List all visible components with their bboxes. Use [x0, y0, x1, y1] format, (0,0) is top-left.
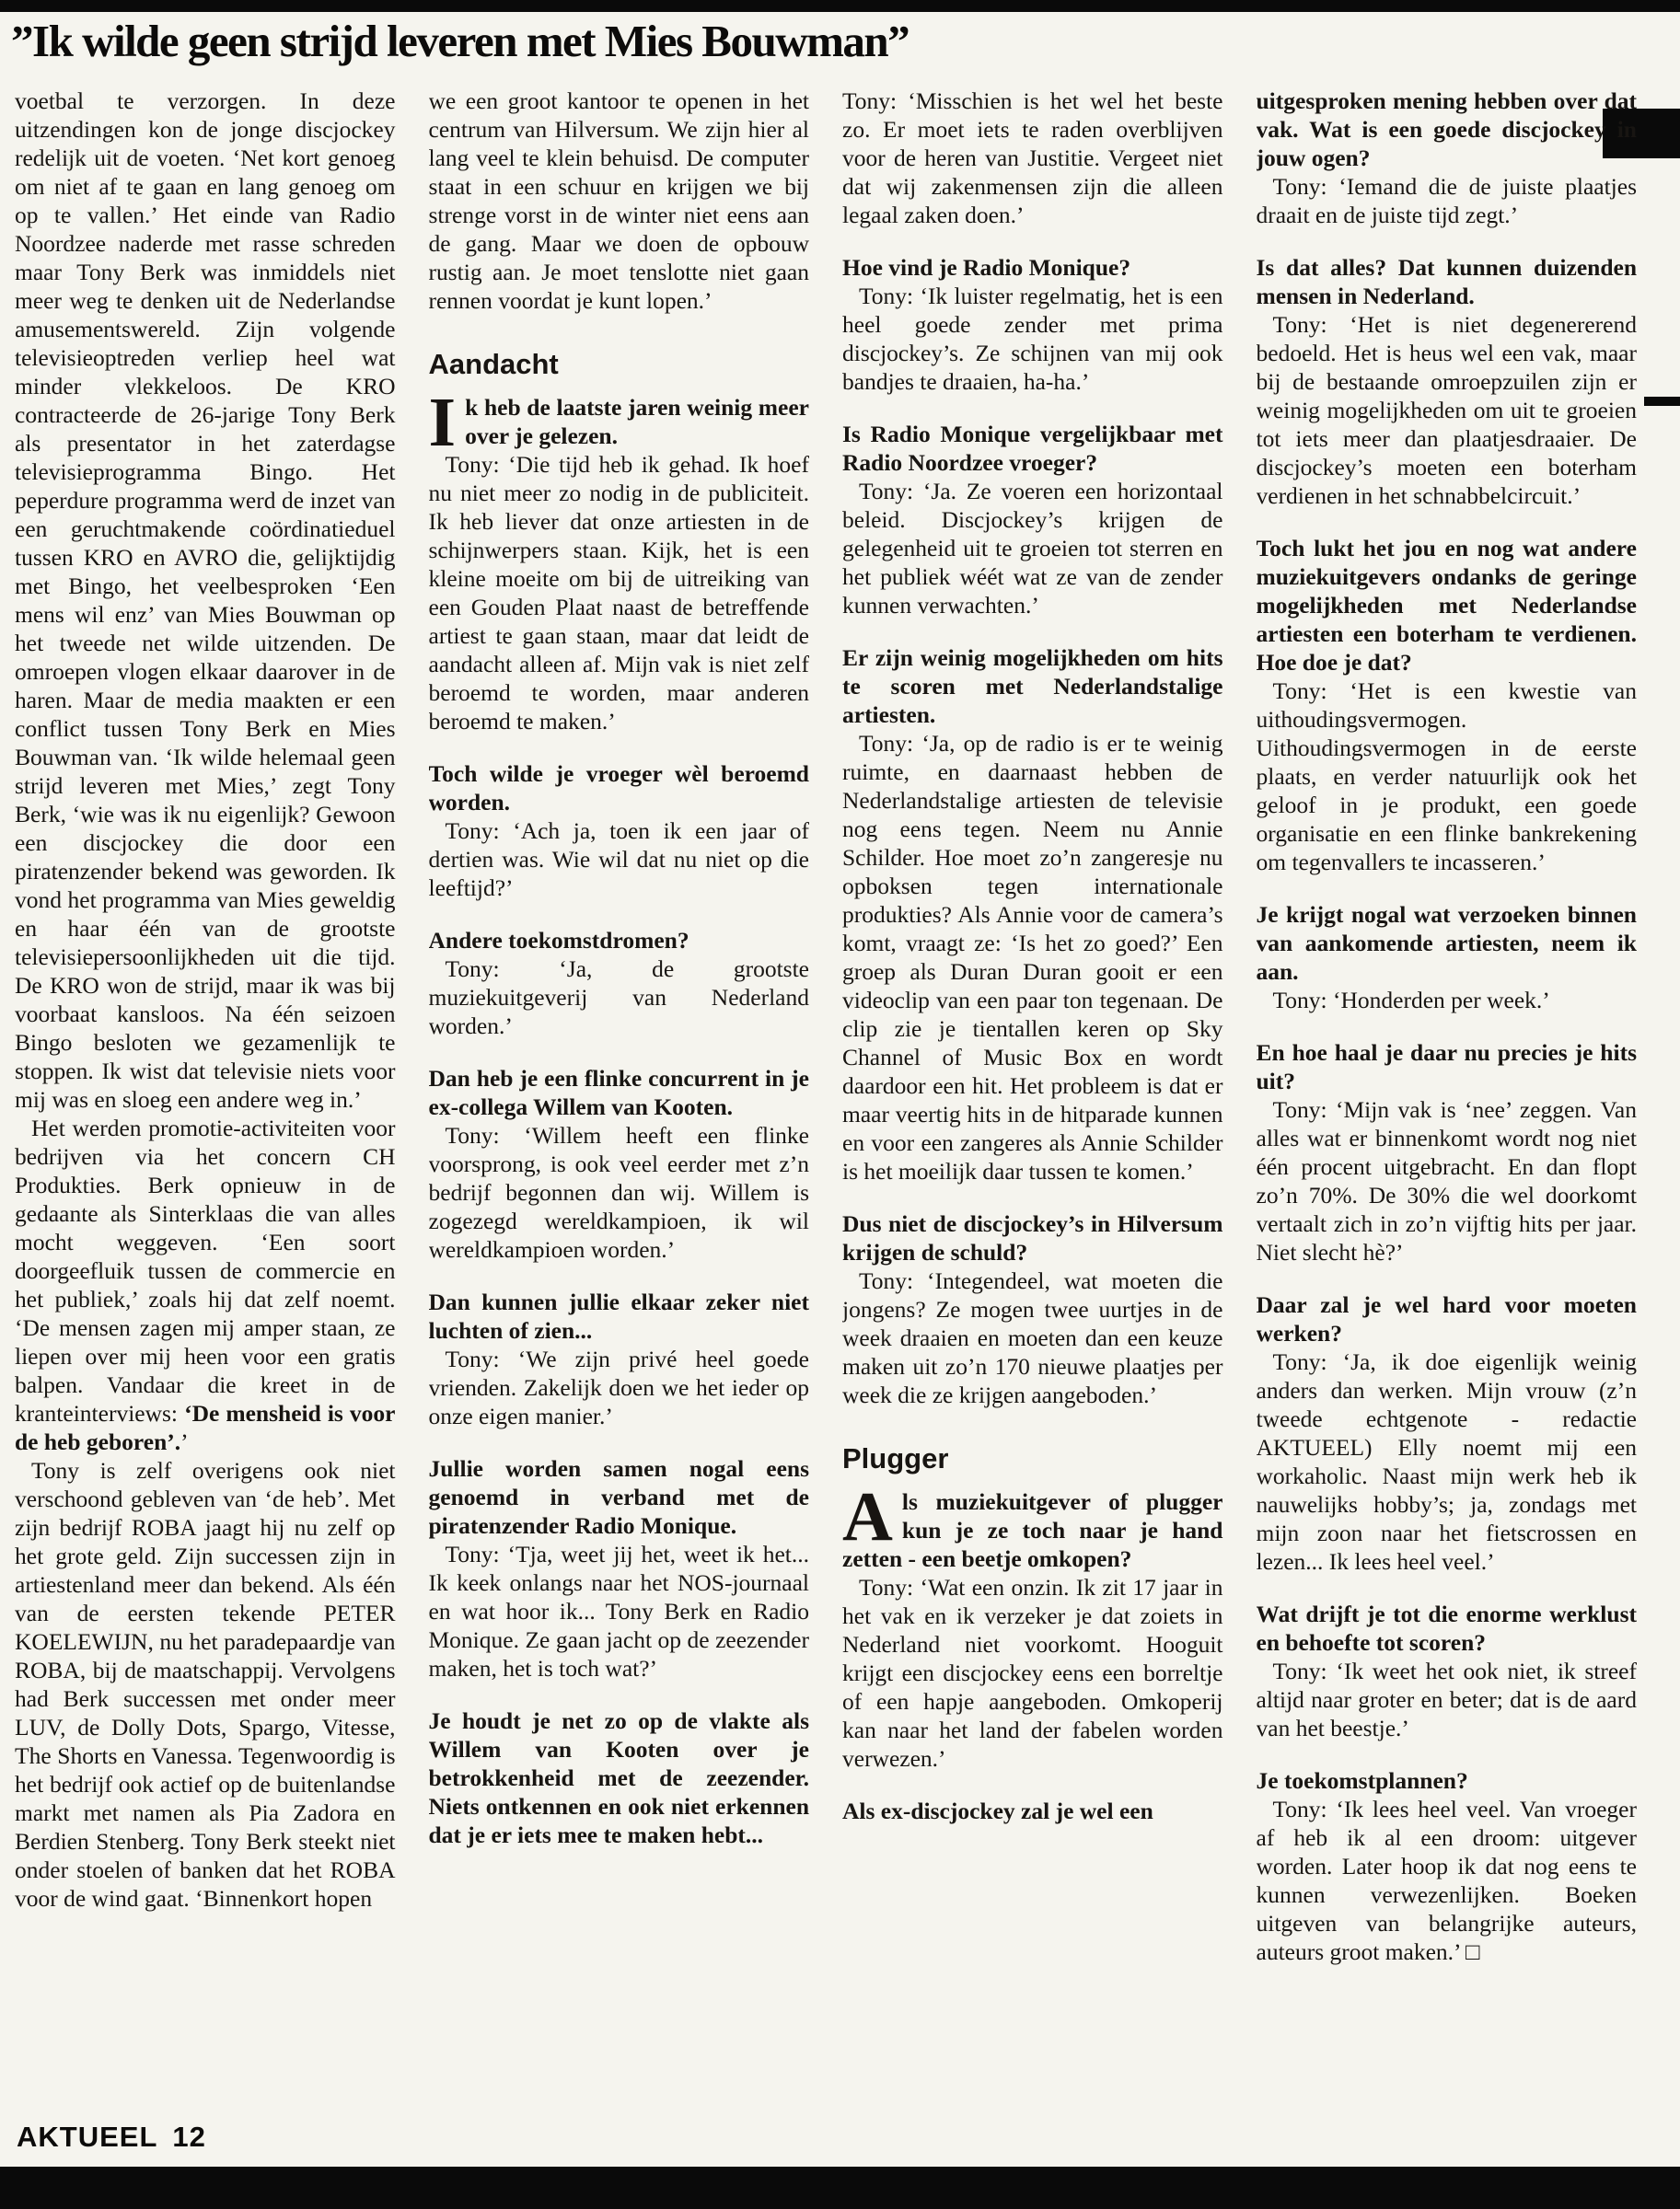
article-paragraph: [15, 1114, 396, 1456]
top-edge-bar: [0, 0, 1680, 12]
interview-question: uitgesproken mening hebben over dat vak. Wat is een goede discjockey in jouw ogen?: [1256, 87, 1637, 171]
interview-question: En hoe haal je daar nu precies je hits uit?: [1256, 1039, 1637, 1094]
interview-answer: Tony: ‘Het is niet degenererend bedoeld. Het is heus wel een vak, maar bij de bestaande omroepzuilen zijn er weinig mogelijkheden om uit te groeien tot iets meer dan plaatjesdraaier. De discjockey’s moeten een boterham verdienen in het schnabbelcircuit.’: [1256, 311, 1637, 509]
interview-answer: Tony: ‘Tja, weet jij het, weet ik het... Ik keek onlangs naar het NOS-journaal en wat hoor ik... Tony Berk en Radio Monique. Ze gaan jacht op de zeezender maken, het is toch wat?’: [428, 1541, 809, 1682]
interview-question: Toch wilde je vroeger wèl beroemd worden.: [428, 760, 809, 815]
article-headline: ”Ik wilde geen strijd leveren met Mies Bouwman”: [11, 16, 910, 66]
interview-answer: Tony: ‘Mijn vak is ‘nee’ zeggen. Van alles wat er binnenkomt wordt nog niet één procent uitgebracht. En dan flopt zo’n 70%. De 30% die wel doorkomt vertaalt zich in zo’n vijftig hits per jaar. Niet slecht hè?’: [1256, 1096, 1637, 1266]
interview-question: Hoe vind je Radio Monique?: [842, 254, 1131, 281]
interview-answer: Tony: ‘Iemand die de juiste plaatjes draait en de juiste tijd zegt.’: [1256, 173, 1637, 228]
interview-question: Jullie worden samen nogal eens genoemd in verband met de piratenzender Radio Monique.: [428, 1455, 809, 1539]
section-heading-plugger: Plugger: [842, 1442, 949, 1475]
magazine-title: AKTUEEL: [17, 2121, 158, 2153]
page-footer: [17, 2121, 206, 2154]
interview-question: Is dat alles? Dat kunnen duizenden mensen in Nederland.: [1256, 254, 1637, 309]
article-column-1: [15, 87, 396, 2128]
interview-answer: Tony: ‘Honderden per week.’: [1272, 987, 1550, 1013]
interview-question: Dan kunnen jullie elkaar zeker niet luchten of zien...: [428, 1289, 809, 1344]
article-paragraph: Tony is zelf overigens ook niet verschoond gebleven van ‘de heb’. Met zijn bedrijf ROBA jaagt hij nu zelf op het grote geld. Zijn successen zijn in artiestenland meer dan bekend. Als één van de eersten tekende PETER KOELEWIJN, nu het paradepaardje van ROBA, bij de maatschappij. Vervolgens had Berk successen met onder meer LUV, de Dolly Dots, Spargo, Vitesse, The Shorts en Vanessa. Tegenwoordig is het bedrijf ook actief op de buitenlandse markt met namen als Pia Zadora en Berdien Stenberg. Tony Berk steekt niet onder stoelen of banken dat het ROBA voor de wind gaat. ‘Binnenkort hopen: [15, 1457, 396, 1912]
interview-answer: Tony: ‘Integendeel, wat moeten die jongens? Ze mogen twee uurtjes in de week draaien en moeten dan een keuze maken uit zo’n 170 nieuwe plaatjes per week die ze krijgen aangeboden.’: [842, 1267, 1223, 1408]
interview-answer: Tony: ‘We zijn privé heel goede vrienden. Zakelijk doen we het ieder op onze eigen manier.’: [428, 1346, 809, 1429]
interview-question: Andere toekomstdromen?: [428, 927, 689, 954]
article-column-4: [1257, 87, 1638, 2128]
bold-phrase: ‘De mensheid is voor de heb geboren’.: [15, 1400, 396, 1455]
interview-question: Er zijn weinig mogelijkheden om hits te scoren met Nederlandstalige artiesten.: [842, 644, 1223, 728]
text-run: ’: [180, 1428, 189, 1455]
interview-question: Je houdt je net zo op de vlakte als Willem van Kooten over je betrokkenheid met de zeezender. Niets ontkennen en ook niet erkennen dat je er iets mee te maken hebt...: [428, 1707, 809, 1848]
interview-question: Je krijgt nogal wat verzoeken binnen van aankomende artiesten, neem ik aan.: [1256, 901, 1637, 985]
interview-question: Ik heb de laatste jaren weinig meer over je gelezen.: [428, 384, 809, 461]
article-body: [15, 87, 1637, 2128]
interview-question: Je toekomstplannen?: [1256, 1767, 1468, 1794]
interview-question: Als ex-discjockey zal je wel een: [842, 1798, 1153, 1824]
interview-answer: Tony: ‘Ik luister regelmatig, het is een heel goede zender met prima discjockey’s. Ze schijnen van mij ook bandjes te draaien, ha-ha.’: [842, 283, 1223, 395]
interview-question: Als muziekuitgever of plugger kun je ze toch naar je hand zetten - een beetje omkopen?: [842, 1478, 1223, 1572]
interview-question: Toch lukt het jou en nog wat andere muziekuitgevers ondanks de geringe mogelijkheden met Nederlandse artiesten een boterham te verdienen. Hoe doe je dat?: [1256, 535, 1637, 676]
interview-question: Wat drijft je tot die enorme werklust en behoefte tot scoren?: [1256, 1601, 1637, 1656]
interview-question: Daar zal je wel hard voor moeten werken?: [1256, 1291, 1637, 1347]
interview-question: Dus niet de discjockey’s in Hilversum krijgen de schuld?: [842, 1210, 1223, 1266]
interview-question: Is Radio Monique vergelijkbaar met Radio Noordzee vroeger?: [842, 421, 1223, 476]
interview-answer: Tony: ‘Ach ja, toen ik een jaar of dertien was. Wie wil dat nu niet op die leeftijd?’: [428, 817, 809, 901]
article-paragraph: voetbal te verzorgen. In deze uitzendingen kon de jonge discjockey redelijk uit de voeten. ‘Net kort genoeg om niet af te gaan en lang genoeg om op te vallen.’ Het einde van Radio Noordzee naderde met rasse schreden maar Tony Berk was inmiddels niet meer weg te denken uit de Nederlandse amusementswereld. Zijn volgende televisieoptreden verliep heel wat minder vlekkeloos. De KRO contracteerde de 26-jarige Tony Berk als presentator in het zaterdagse televisieprogramma Bingo. Het peperdure programma werd de inzet van een geruchtmakende coördinatieduel tussen KRO en AVRO die, gelijktijdig met Bingo, het veelbesproken ‘Een mens wil enz’ van Mies Bouwman op het tweede net wilde uitzenden. De omroepen vlogen elkaar daarover in de haren. Maar de media maakten er een conflict tussen Tony Berk en Mies Bouwman van. ‘Ik wilde helemaal geen strijd leveren met Mies,’ zegt Tony Berk, ‘wie was ik nu eigenlijk? Gewoon een discjockey die door een piratenzender bekend was geworden. Ik vond het programma van Mies geweldig en haar één van de grootste televisiepersoonlijkheden uit die tijd. De KRO won de strijd, maar ik was bij voorbaat kansloos. Na één seizoen Bingo besloten we gezamenlijk te stoppen. Ik wist dat televisie niets voor mij was en sloeg een andere weg in.’: [15, 87, 396, 1113]
interview-answer: Tony: ‘Ja, ik doe eigenlijk weinig anders dan werken. Mijn vrouw (z’n tweede echtgenote - redactie AKTUEEL) Elly noemt mij een workaholic. Naast mijn werk heb ik nauwelijks hobby’s; ja, zondags met mijn zoon naar het fietscrossen en lezen... Ik lees heel veel.’: [1256, 1348, 1637, 1575]
interview-answer: Tony: ‘Ik weet het ook niet, ik streef altijd naar groter en beter; dat is de aard van het beestje.’: [1256, 1658, 1637, 1741]
article-column-2: [429, 87, 810, 2128]
interview-answer: Tony: ‘Ja, de grootste muziekuitgeverij van Nederland worden.’: [428, 955, 809, 1039]
bottom-edge-bar: [0, 2167, 1680, 2209]
text-run: Het werden promotie-activiteiten voor bedrijven via het concern CH Produkties. Berk opnieuw in de gedaante als Sinterklaas die van alles mocht weggeven. ‘Een soort doorgeefluik tussen de commercie en het publiek,’ zoals hij dat zelf noemt. ‘De mensen zagen mij amper staan, ze liepen over mij heen voor een gratis balpen. Vandaar die kreet in de kranteinterviews:: [15, 1115, 396, 1427]
interview-answer: Tony: ‘Het is een kwestie van uithoudingsvermogen. Uithoudingsvermogen in de eerste plaats, en verder natuurlijk ook het geloof in je produkt, een goede organisatie en een flinke bankrekening om tegenvallers te incasseren.’: [1256, 677, 1637, 875]
article-column-3: [842, 87, 1223, 2128]
section-heading-aandacht: Aandacht: [428, 348, 559, 380]
interview-question: Dan heb je een flinke concurrent in je ex-collega Willem van Kooten.: [428, 1065, 809, 1120]
interview-answer: Tony: ‘Misschien is het wel het beste zo. Er moet iets te raden overblijven voor de heren van Justitie. Vergeet niet dat wij zakenmensen zijn die alleen legaal zaken doen.’: [842, 87, 1223, 228]
page-number: 12: [172, 2121, 206, 2153]
interview-answer: Tony: ‘Die tijd heb ik gehad. Ik hoef nu niet meer zo nodig in de publiciteit. Ik heb liever dat onze artiesten in de schijnwerpers staan. Kijk, het is een kleine moeite om bij de uitreiking van een Gouden Plaat naast de betreffende artiest te gaan staan, maar dat leidt de aandacht alleen af. Mijn vak is niet zelf beroemd te worden, maar anderen beroemd te maken.’: [428, 451, 809, 734]
interview-answer: Tony: ‘Willem heeft een flinke voorsprong, is ook veel eerder met z’n bedrijf begonnen dan wij. Willem is zogezegd wereldkampioen, ik wil wereldkampioen worden.’: [428, 1122, 809, 1263]
interview-answer: Tony: ‘Wat een onzin. Ik zit 17 jaar in het vak en ik verzeker je dat zoiets in Nederland niet voorkomt. Hooguit krijgt een discjockey eens een borreltje of een hapje aangeboden. Omkoperij kan naar het land der fabelen worden verwezen.’: [842, 1574, 1223, 1772]
right-edge-dash: [1644, 397, 1680, 406]
interview-answer: Tony: ‘Ja. Ze voeren een horizontaal beleid. Discjockey’s krijgen de gelegenheid uit te groeien tot sterren en het publiek wéét wat ze van de zender kunnen verwachten.’: [842, 478, 1223, 619]
interview-answer: Tony: ‘Ik lees heel veel. Van vroeger af heb ik al een droom: uitgever worden. Later hoop ik dat nog eens te kunnen verwezenlijken. Boeken uitgeven van belangrijke auteurs, auteurs groot maken.’ □: [1256, 1796, 1637, 1965]
interview-answer: Tony: ‘Ja, op de radio is er te weinig ruimte, en daarnaast hebben de Nederlandstalige artiesten de televisie nog eens tegen. Neem nu Annie Schilder. Hoe moet zo’n zangeresje nu opboksen tegen internationale produkties? Als Annie voor de camera’s komt, vraagt ze: ‘Is het zo goed?’ Een groep als Duran Duran gooit er een videoclip van een paar ton tegenaan. De clip zie je tientallen keren op Sky Channel of Music Box en wordt daardoor een hit. Het probleem is dat er maar veertig hits in de hitparade kunnen en voor een zangeres als Annie Schilder is het moeilijk daar tussen te komen.’: [842, 730, 1223, 1185]
article-paragraph: we een groot kantoor te openen in het centrum van Hilversum. We zijn hier al lang veel te klein behuisd. De computer staat in een schuur en krijgen we bij strenge vorst in de winter niet eens aan de gang. Maar we doen de opbouw rustig aan. Je moet tenslotte niet gaan rennen voordat je kunt lopen.’: [428, 87, 809, 314]
